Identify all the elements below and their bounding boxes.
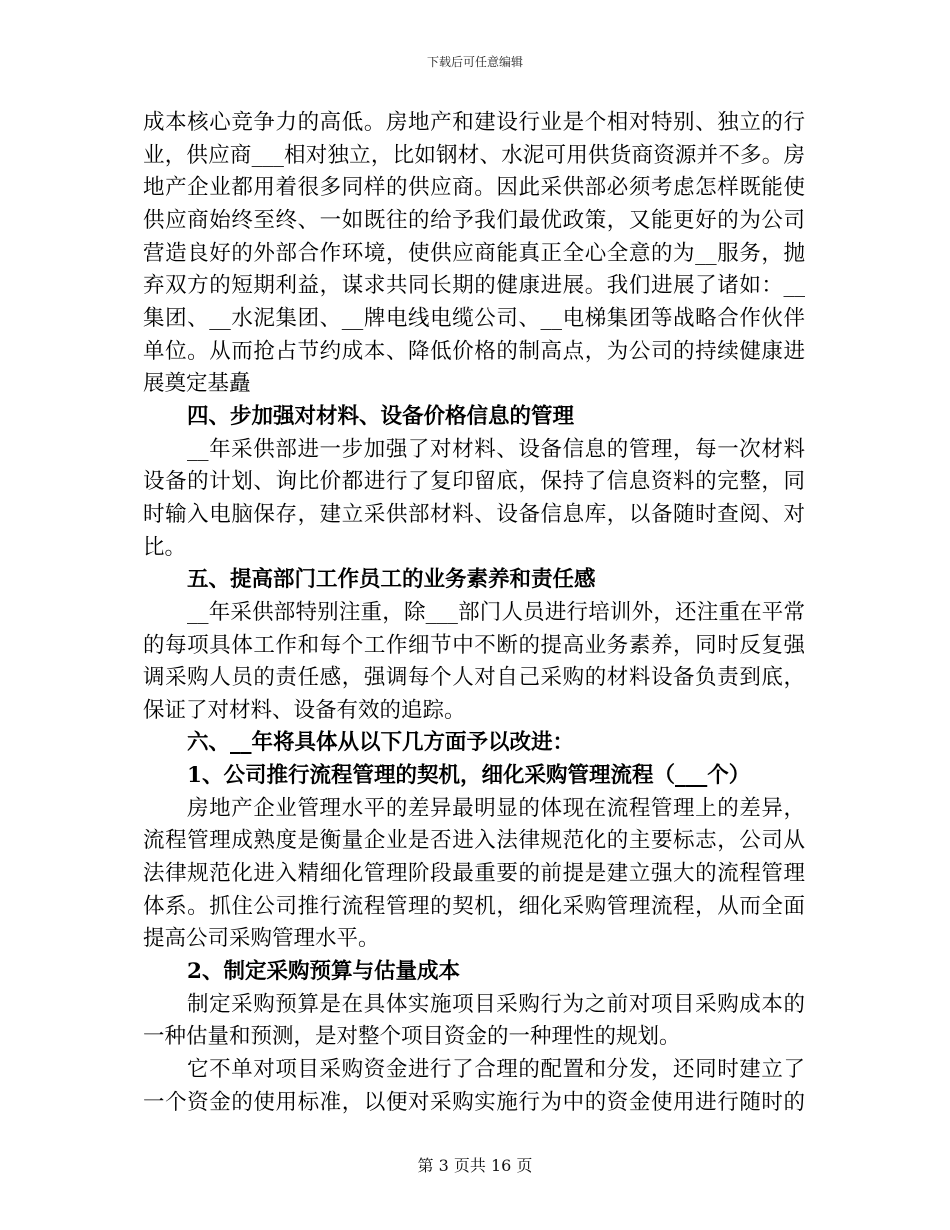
page-number: 第 3 页共 16 页 [417,1156,533,1175]
body-text-line: 比。 [143,534,187,560]
body-text-line: 时输入电脑保存，建立采供部材料、设备信息库，以备随时查阅、对 [143,501,805,527]
body-text-line: 单位。从而抢占节约成本、降低价格的制高点，为公司的持续健康进 [143,338,805,364]
body-text-line: 房地产企业管理水平的差异最明显的体现在流程管理上的差异， [187,795,805,821]
body-text-line: 法律规范化进入精细化管理阶段最重要的前提是建立强大的流程管理 [143,861,805,887]
body-text-line: 流程管理成熟度是衡量企业是否进入法律规范化的主要标志，公司从 [143,828,805,854]
body-text-line: 它不单对项目采购资金进行了合理的配置和分发，还同时建立了 [187,1057,805,1083]
body-text-line: 弃双方的短期利益，谋求共同长期的健康进展。我们进展了诸如：__ [143,273,805,299]
body-text-line: __年采供部进一步加强了对材料、设备信息的管理，每一次材料 [187,436,805,462]
body-text-line: 一个资金的使用标准，以便对采购实施行为中的资金使用进行随时的 [143,1089,805,1115]
body-text-line: 的每项具体工作和每个工作细节中不断的提高业务素养，同时反复强 [143,632,805,658]
body-text-line: 制定采购预算是在具体实施项目采购行为之前对项目采购成本的 [187,991,805,1017]
body-text-line: 体系。抓住公司推行流程管理的契机，细化采购管理流程，从而全面 [143,893,805,919]
body-text-line: 提高公司采购管理水平。 [143,926,380,952]
body-text-line: 成本核心竞争力的高低。房地产和建设行业是个相对特别、独立的行 [143,110,805,135]
document-body [143,107,805,1119]
body-text-line: 营造良好的外部合作环境，使供应商能真正全心全意的为__服务，抛 [143,240,805,266]
body-text-line: 设备的计划、询比价都进行了复印留底，保持了信息资料的完整，同 [143,469,805,495]
item-heading: 1、公司推行流程管理的契机，细化采购管理流程（___个） [187,763,751,789]
improvement-item-1 [143,760,805,956]
body-text-line: 保证了对材料、设备有效的追踪。 [143,697,466,723]
section-4 [143,401,805,564]
body-text-line: 业，供应商___相对独立，比如钢材、水泥可用供货商资源并不多。房 [143,142,805,168]
improvement-item-2 [143,956,805,1119]
section-heading: 五、提高部门工作员工的业务素养和责任感 [187,567,596,593]
item-heading: 2、制定采购预算与估量成本 [187,959,460,985]
section-heading: 四、步加强对材料、设备价格信息的管理 [187,403,575,429]
body-text-line: 供应商始终至终、一如既往的给予我们最优政策，又能更好的为公司 [143,207,805,233]
body-text-line: __年采供部特别注重，除___部门人员进行培训外，还注重在平常 [187,599,805,625]
body-text-line: 集团、__水泥集团、__牌电线电缆公司、__电梯集团等战略合作伙伴 [143,305,805,331]
body-text-line: 一种估量和预测，是对整个项目资金的一种理性的规划。 [143,1024,681,1050]
section-6 [143,727,805,1119]
page-header-note: 下载后可任意编辑 [426,55,523,69]
body-text-line: 展奠定基矗 [143,371,251,397]
body-text-line: 调采购人员的责任感，强调每个人对自己采购的材料设备负责到底， [143,665,805,691]
body-text-line: 地产企业都用着很多同样的供应商。因此采供部必须考虑怎样既能使 [143,175,805,201]
continued-paragraph [143,107,805,401]
section-5 [143,564,805,727]
section-heading: 六、__年将具体从以下几方面予以改进： [187,730,575,756]
